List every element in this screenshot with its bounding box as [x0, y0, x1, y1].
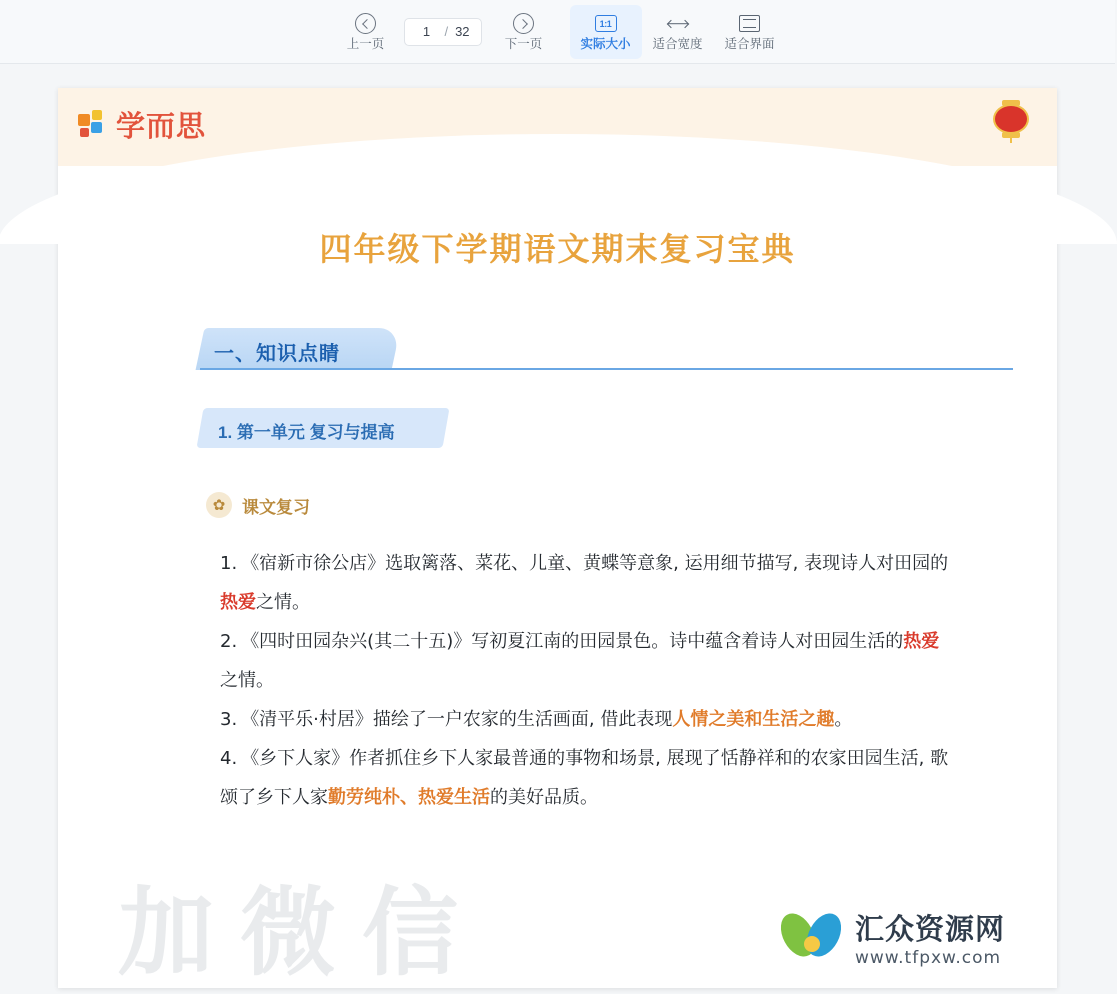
list-item-text: 《四时田园杂兴(其二十五)》写初夏江南的田园景色。诗中蕴含着诗人对田园生活的 — [241, 631, 904, 652]
prev-page-button[interactable] — [330, 5, 402, 59]
section-heading-1 — [102, 328, 1013, 370]
list-item-text: 。 — [834, 709, 853, 730]
list-item-text: 的美好品质。 — [490, 787, 598, 808]
brand-name: 学而思 — [116, 109, 207, 143]
brand-logo — [78, 104, 206, 145]
logo-mark-icon — [78, 110, 108, 140]
list-item — [220, 544, 955, 622]
lantern-icon — [991, 96, 1031, 142]
section-heading-2-label: 1. 第一单元 复习与提高 — [218, 423, 395, 442]
viewer-toolbar — [0, 0, 1115, 64]
list-item-text: 《乡下人家》作者抓住乡下人家最普通的事物和场景, 展现了恬静祥和的农家田园生活, 歌颂了乡下人家 — [220, 748, 949, 808]
section-heading-1-rule — [200, 368, 1013, 370]
page-number-input[interactable] — [404, 18, 482, 46]
next-page-label: 下一页 — [504, 36, 543, 51]
flower-badge-icon: ✿ — [206, 492, 232, 518]
list-item-highlight: 热爱 — [220, 592, 256, 613]
fit-page-button[interactable] — [714, 5, 786, 59]
circle-right-arrow-icon — [513, 13, 535, 35]
watermark-brand-name: 汇众资源网 — [854, 911, 1005, 946]
actual-size-label: 实际大小 — [580, 36, 631, 51]
list-item-highlight: 热爱 — [903, 631, 940, 652]
watermark-overlay — [58, 838, 1057, 988]
list-item-text: 《宿新市徐公店》选取篱落、菜花、儿童、黄蝶等意象, 运用细节描写, 表现诗人对田园的 — [241, 553, 949, 574]
watermark-ghost-text: 加微信 — [118, 877, 484, 989]
fit-page-label: 适合界面 — [724, 36, 775, 51]
list-item-text: 之情。 — [256, 592, 310, 613]
page-title: 四年级下学期语文期末复习宝典 — [319, 230, 796, 268]
list-item-highlight: 人情之美和生活之趣 — [672, 709, 835, 730]
block-title-label: 课文复习 — [242, 497, 310, 517]
one-to-one-badge: 1:1 — [595, 15, 617, 32]
page-separator: / — [444, 24, 449, 39]
document-viewer[interactable] — [0, 64, 1115, 989]
section-heading-2 — [200, 408, 446, 448]
watermark-text-group — [855, 907, 1005, 968]
list-item-number: 4. — [220, 748, 238, 769]
fit-width-button[interactable] — [642, 5, 714, 59]
circle-left-arrow-icon — [355, 13, 377, 35]
list-item — [220, 700, 955, 739]
block-title — [206, 492, 1013, 518]
list-item — [220, 739, 955, 817]
section-heading-1-label: 一、知识点睛 — [214, 343, 340, 365]
list-item-highlight: 勤劳纯朴、热爱生活 — [328, 787, 490, 808]
list-item-text: 《清平乐·村居》描绘了一户农家的生活画面, 借此表现 — [241, 709, 673, 730]
content-list — [220, 544, 955, 817]
fit-width-label: 适合宽度 — [652, 36, 703, 51]
leaf-logo-icon — [781, 906, 843, 968]
list-item-number: 1. — [220, 553, 238, 574]
page-body — [58, 224, 1057, 817]
watermark-brand-url: www.tfpxw.com — [854, 947, 1002, 968]
actual-size-button[interactable] — [570, 5, 642, 59]
list-item-number: 2. — [220, 631, 238, 652]
list-item — [220, 622, 955, 700]
list-item-text: 之情。 — [220, 670, 274, 691]
watermark-brand — [781, 906, 1005, 968]
arrows-horizontal-icon — [667, 13, 689, 35]
prev-page-label: 上一页 — [346, 36, 385, 51]
total-pages-value: 32 — [455, 24, 470, 39]
document-page — [58, 88, 1057, 988]
one-to-one-icon — [595, 13, 617, 35]
list-item-number: 3. — [220, 709, 238, 730]
current-page-value: 1 — [422, 24, 431, 39]
page-banner — [58, 88, 1057, 166]
fit-page-icon — [739, 13, 761, 35]
next-page-button[interactable] — [488, 5, 560, 59]
